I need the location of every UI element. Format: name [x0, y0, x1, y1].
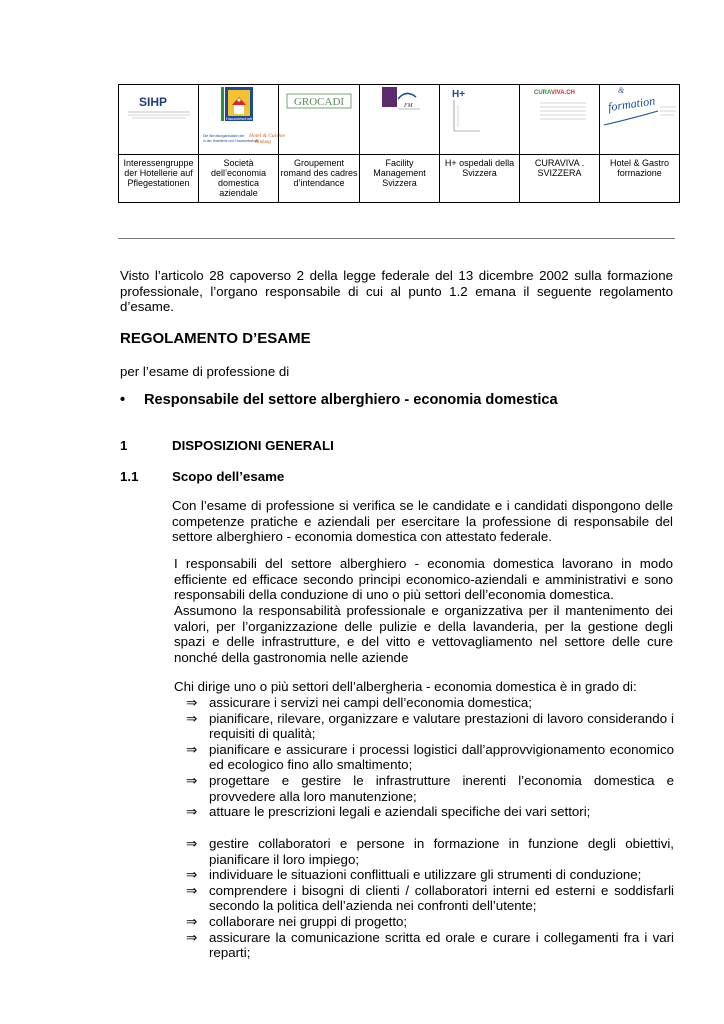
- partner-name: Società dell’economia domestica aziendale: [199, 155, 279, 203]
- svg-text:Hotel & Cuisine: Hotel & Cuisine: [249, 133, 286, 139]
- svg-text:Hauswirtschaft: Hauswirtschaft: [225, 116, 253, 121]
- role-paragraph-1: I responsabili del settore alberghiero - economia domestica lavorano in modo efficiente ed efficace secondo principi economico-aziendali e amministrativi e sono responsabili della conduzione di uno o più settori dell’economia domestica.: [174, 556, 673, 603]
- arrow-icon: ⇒: [186, 804, 198, 820]
- hauswirtschaft-logo: [199, 85, 286, 154]
- partner-name: Facility Management Svizzera: [360, 155, 440, 203]
- list-item: ⇒ pianificare e assicurare i processi logistici dall’approvvigionamento economico ed ecologico fino allo smaltimento;: [186, 741, 674, 773]
- arrow-icon: ⇒: [186, 772, 198, 788]
- logo-cell-grocadi: [279, 85, 360, 155]
- svg-text:FM: FM: [404, 103, 413, 109]
- grocadi-logo: [279, 85, 359, 154]
- abilities-intro: Chi dirige uno o più settori dell’albergheria - economia domestica è in grado di:: [174, 679, 637, 694]
- svg-text:&: &: [618, 86, 625, 95]
- purpose-paragraph: Con l’esame di professione si verifica se le candidate e i candidati dispongono delle competenze pratiche e aziendali per esercitare la professione di responsabile del settore alberghiero - economia domestica con attestato federale.: [172, 498, 673, 545]
- hotel-gastro-formation-logo: [600, 85, 680, 154]
- section-title: DISPOSIZIONI GENERALI: [172, 438, 334, 453]
- svg-text:Bildung: Bildung: [255, 140, 271, 145]
- list-item: ⇒ attuare le prescrizioni legali e aziendali specifiche dei vari settori;: [186, 804, 591, 820]
- logo-cell-curaviva: [520, 85, 600, 155]
- partner-name: CURAVIVA . SVIZZERA: [520, 155, 600, 203]
- arrow-icon: ⇒: [186, 882, 198, 898]
- list-item: ⇒ progettare e gestire le infrastrutture inerenti l’economia domestica e provvedere alla loro manutenzione;: [186, 772, 674, 804]
- arrow-icon: ⇒: [186, 710, 198, 726]
- sihp-logo-text: SIHP: [138, 95, 167, 109]
- arrow-icon: ⇒: [186, 741, 198, 757]
- arrow-icon: ⇒: [186, 867, 198, 883]
- partner-logo-table: [118, 84, 680, 203]
- logo-cell-sihp: [119, 85, 199, 155]
- svg-text:GROCADI: GROCADI: [293, 96, 345, 108]
- document-title: REGOLAMENTO D’ESAME: [120, 330, 311, 347]
- arrow-icon: ⇒: [186, 695, 198, 710]
- curaviva-logo: [520, 85, 600, 154]
- separator-line: [118, 238, 675, 239]
- role-paragraph-2: Assumono la responsabilità professionale e organizzativa per il mantenimento dei valori, per l’organizzazione delle pulizie e della lavanderia, per la gestione degli spazi e delle infrastrutture, e del vitto e vettovagliamento nel settore delle cure nonché della gastronomia nelle aziende: [174, 603, 673, 665]
- list-item: ⇒ assicurare la comunicazione scritta ed orale e curare i collegamenti fra i vari reparti;: [186, 929, 674, 961]
- list-item: ⇒ gestire collaboratori e persone in formazione in funzione degli obiettivi, pianificare il loro impiego;: [186, 836, 674, 867]
- fm-logo: [360, 85, 440, 154]
- list-item: ⇒ comprendere i bisogni di clienti / collaboratori interni ed esterni e soddisfarli secondo la politica dell’azienda nei confronti dell’utente;: [186, 882, 674, 914]
- document-subtitle: per l’esame di professione di: [120, 364, 290, 379]
- section-number: 1: [120, 438, 128, 453]
- subsection-title: Scopo dell’esame: [172, 469, 285, 484]
- logo-cell-hauswirtschaft: [199, 85, 286, 155]
- hplus-logo: [440, 85, 520, 154]
- svg-text:CURA: CURA: [534, 90, 552, 96]
- partner-name: Hotel & Gastro formazione: [600, 155, 680, 203]
- logo-cell-hotel-gastro: [600, 85, 680, 155]
- svg-text:Die Berufsorganisation der: Die Berufsorganisation der: [203, 134, 245, 138]
- partner-name: Interessengruppe der Hotellerie auf Pflegestationen: [119, 155, 199, 203]
- arrow-icon: ⇒: [186, 929, 198, 945]
- logo-cell-hplus: [440, 85, 520, 155]
- sihp-logo: [120, 85, 198, 154]
- bullet-icon: •: [120, 392, 126, 408]
- svg-text:formation: formation: [607, 93, 656, 115]
- list-item: ⇒ pianificare, rilevare, organizzare e valutare prestazioni di lavoro considerando i requisiti di qualità;: [186, 710, 674, 742]
- logo-cell-fm: [360, 85, 440, 155]
- partner-name: Groupement romand des cadres d’intendance: [279, 155, 360, 203]
- abilities-list-b: [186, 836, 674, 961]
- profession-title: Responsabile del settore alberghiero - economia domestica: [144, 392, 558, 408]
- arrow-icon: ⇒: [186, 836, 198, 851]
- svg-text:VIVA.CH: VIVA.CH: [551, 90, 575, 96]
- arrow-icon: ⇒: [186, 913, 198, 929]
- subsection-number: 1.1: [120, 469, 139, 484]
- abilities-list-a: [186, 695, 674, 820]
- svg-text:in der Hotellerie und Hauswirt: in der Hotellerie und Hauswirtschaft: [203, 139, 259, 143]
- profession-bullet: [120, 392, 558, 408]
- list-item: ⇒ collaborare nei gruppi di progetto;: [186, 913, 408, 929]
- list-item: ⇒ assicurare i servizi nei campi dell’economia domestica;: [186, 695, 532, 710]
- partner-name: H+ ospedali della Svizzera: [440, 155, 520, 203]
- intro-paragraph: Visto l’articolo 28 capoverso 2 della legge federale del 13 dicembre 2002 sulla formazione professionale, l’organo responsabile di cui al punto 1.2 emana il seguente regolamento d’esame.: [120, 268, 673, 315]
- list-item: ⇒ individuare le situazioni conflittuali e utilizzare gli strumenti di conduzione;: [186, 867, 642, 883]
- svg-text:H+: H+: [452, 89, 466, 100]
